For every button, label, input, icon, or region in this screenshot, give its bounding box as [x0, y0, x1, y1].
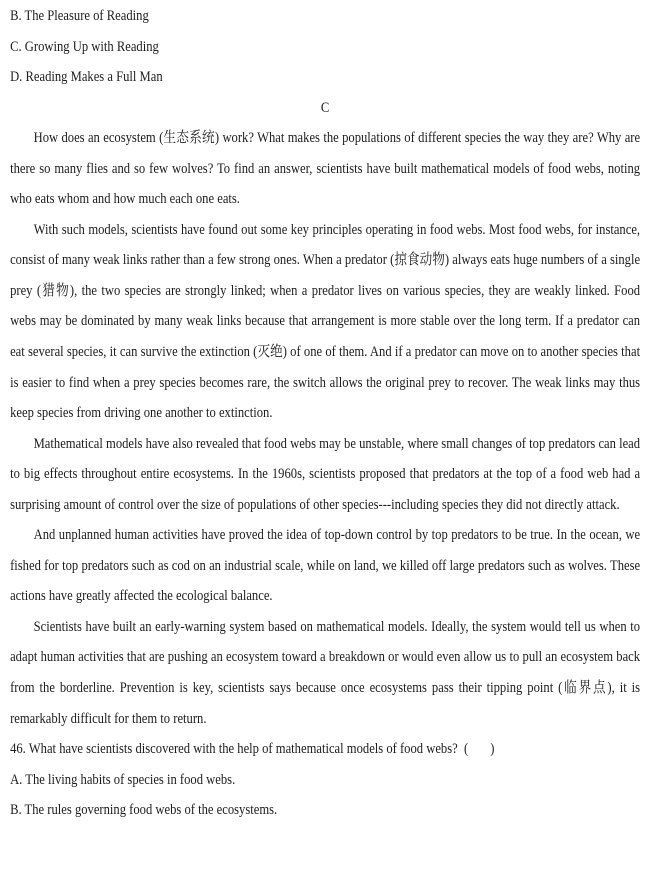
passage-section-label: C	[320, 99, 330, 116]
passage-paragraph-4: And unplanned human activities have proved the idea of top-down control by top predators to be true. In the ocean, we fished for top predators such as cod on an industrial scale, while on land, we killed off large predators such as wolves. These actions have greatly affected the ecological balance.	[10, 527, 641, 605]
passage-paragraph-2: With such models, scientists have found out some key principles operating in food webs. Most food webs, for instance, consist of many weak links rather than a few strong ones. When a predator (掠食动物) always eats huge numbers of a single prey (猎物), the two species are strongly linked; when a predator lives on various species, they are weakly linked. Food webs may be dominated by many weak links because that arrangement is more stable over the long term. If a predator can eat several species, it can survive the extinction (灭绝) of one of them. And if a predator can move on to another species that is easier to find when a prey species becomes rare, the switch allows the original prey to recover. The weak links may thus keep species from driving one another to extinction.	[10, 221, 641, 422]
answer-option-d: D. Reading Makes a Full Man	[10, 69, 163, 86]
question-option-a: A. The living habits of species in food webs.	[10, 771, 236, 788]
question-stem: 46. What have scientists discovered with the help of mathematical models of food webs? ( )	[10, 741, 495, 758]
question-option-b: B. The rules governing food webs of the ecosystems.	[10, 802, 278, 819]
reading-passage	[10, 123, 640, 734]
passage-paragraph-1: How does an ecosystem (生态系统) work? What makes the populations of different species the way they are? Why are there so many flies and so few wolves? To find an answer, scientists have built mathematical models of food webs, noting who eats whom and how much each one eats.	[10, 130, 641, 208]
answer-option-b: B. The Pleasure of Reading	[10, 8, 149, 24]
previous-question-options	[10, 1, 640, 93]
passage-paragraph-5: Scientists have built an early-warning system based on mathematical models. Ideally, the system would tell us when to adapt human activities that are pushing an ecosystem toward a breakdown or would even allow us to pull an ecosystem back from the borderline. Prevention is key, scientists says because once ecosystems pass their tipping point (临界点), it is remarkably difficult for them to return.	[10, 618, 641, 727]
passage-paragraph-3: Mathematical models have also revealed that food webs may be unstable, where small changes of top predators can lead to big effects throughout entire ecosystems. In the 1960s, scientists proposed that predators at the top of a food web had a surprising amount of control over the size of populations of other species---including species they did not directly attack.	[10, 435, 641, 513]
question-46	[10, 734, 640, 826]
answer-option-c: C. Growing Up with Reading	[10, 38, 159, 55]
